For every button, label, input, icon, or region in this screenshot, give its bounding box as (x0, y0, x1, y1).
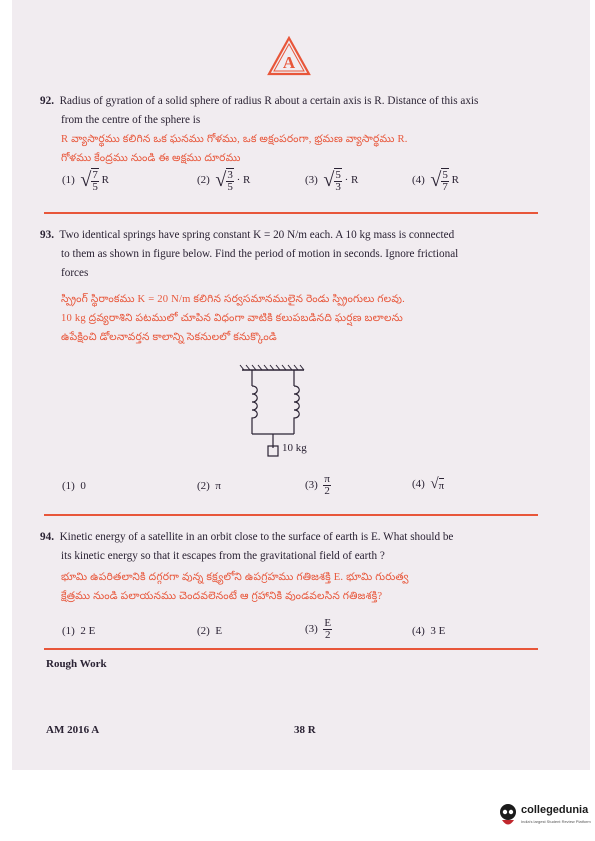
option-94-2[interactable]: (2) E (197, 625, 223, 637)
option-label: (2) (197, 174, 210, 187)
question-text-te: R వ్యాసార్థము కలిగిన ఒక ఘనము గోళము, ఒక అక్షంపరంగా, భ్రమణ వ్యాసార్థము R. (61, 134, 408, 145)
question-94 (40, 528, 560, 566)
question-number: 92. (40, 95, 54, 107)
question-text-en: Radius of gyration of a solid sphere of radius R about a certain axis is R. Distance of this axis (59, 95, 479, 107)
option-94-3[interactable]: (3) $\frac{E}{2}$ (305, 617, 332, 641)
collegedunia-watermark (496, 800, 592, 836)
question-93-telugu (61, 290, 561, 347)
option-92-1[interactable]: (1) √ $\frac{7}{5}$ R (62, 169, 109, 193)
question-92 (40, 92, 560, 130)
separator-rule (44, 514, 538, 516)
question-text-en: Kinetic energy of a satellite in an orbit close to the surface of earth is E. What should be (59, 531, 454, 543)
sqrt-fraction: √ $\frac{5}{3}$ (323, 169, 341, 193)
question-text-en: Two identical springs have spring constant K = 20 N/m each. A 10 kg mass is connected (59, 229, 455, 241)
question-text-en: its kinetic energy so that it escapes from the gravitational field of earth ? (61, 550, 385, 562)
question-93 (40, 226, 560, 283)
mascot-logo (496, 801, 520, 829)
option-label: (3) (305, 623, 318, 636)
question-text-en: forces (61, 267, 89, 279)
option-94-1[interactable]: (1) 2 E (62, 625, 96, 637)
question-94-telugu (61, 568, 561, 606)
mass-label: 10 kg (282, 442, 307, 454)
exam-page (12, 0, 590, 770)
question-text-te: గోళము కేంద్రము నుండి ఈ అక్షము దూరము (61, 153, 241, 164)
sqrt-fraction: √ $\frac{3}{5}$ (215, 169, 233, 193)
option-label: (1) (62, 480, 75, 492)
sqrt-fraction: √ $\frac{5}{7}$ (430, 169, 448, 193)
spring-right (294, 386, 299, 422)
sqrt-fraction: √ $\frac{7}{5}$ (80, 169, 98, 193)
watermark-brand: collegedunia (521, 804, 589, 816)
option-label: (2) (197, 625, 210, 637)
option-label: (1) (62, 625, 75, 637)
question-text-te: స్ప్రింగ్ స్థిరాంకము K = 20 N/m కలిగిన సర్వసమానములైన రెండు స్ప్రింగులు గలవు. (61, 294, 406, 305)
question-text-te: క్షేత్రము నుండి పలాయనము చెందవలెనంటే ఆ గ్రహానికి వుండవలసిన గతిజశక్తి? (61, 591, 383, 602)
option-93-3[interactable]: (3) $\frac{\pi}{2}$ (305, 473, 330, 497)
option-93-4[interactable]: (4) √π (412, 476, 445, 492)
option-93-1[interactable]: (1) 0 (62, 480, 86, 492)
option-92-3[interactable]: (3) √ $\frac{5}{3}$ · R (305, 169, 359, 193)
question-text-en: to them as shown in figure below. Find the period of motion in seconds. Ignore frictional (61, 248, 459, 260)
paper-code: AM 2016 A (46, 724, 100, 736)
set-a-triangle (267, 36, 311, 76)
set-letter: A (282, 53, 296, 72)
page-number: 38 R (294, 724, 316, 736)
question-number: 94. (40, 531, 54, 543)
option-label: (2) (197, 480, 210, 492)
option-93-2[interactable]: (2) π (197, 480, 221, 492)
question-text-te: భూమి ఉపరితలానికి దగ్గరగా వున్న కక్ష్యలోని ఉపగ్రహము గతిజశక్తి E. భూమి గురుత్వ (61, 572, 409, 583)
rough-work-heading: Rough Work (46, 658, 107, 670)
option-label: (1) (62, 174, 75, 187)
option-label: (4) (412, 478, 425, 491)
option-94-4[interactable]: (4) 3 E (412, 625, 446, 637)
question-text-en: from the centre of the sphere is (61, 114, 201, 126)
spring-left (252, 386, 257, 422)
question-text-te: 10 kg ద్రవ్యరాశిని పటములో చూపిన విధంగా వాటికి కలుపబడినది ఘర్షణ బలాలను (61, 313, 403, 324)
option-92-4[interactable]: (4) √ $\frac{5}{7}$ R (412, 169, 459, 193)
option-label: (3) (305, 174, 318, 187)
option-label: (4) (412, 174, 425, 187)
option-label: (4) (412, 625, 425, 637)
watermark-tagline: India's largest Student Review Platform (521, 819, 591, 824)
question-92-telugu (61, 130, 561, 168)
question-text-te: ఉపేక్షించి డోలనావర్తన కాలాన్ని సెకనులలో కనుక్కొండి (61, 332, 277, 343)
separator-rule (44, 212, 538, 214)
separator-rule (44, 648, 538, 650)
option-label: (3) (305, 479, 318, 492)
question-number: 93. (40, 229, 54, 241)
option-92-2[interactable]: (2) √ $\frac{3}{5}$ · R (197, 169, 251, 193)
